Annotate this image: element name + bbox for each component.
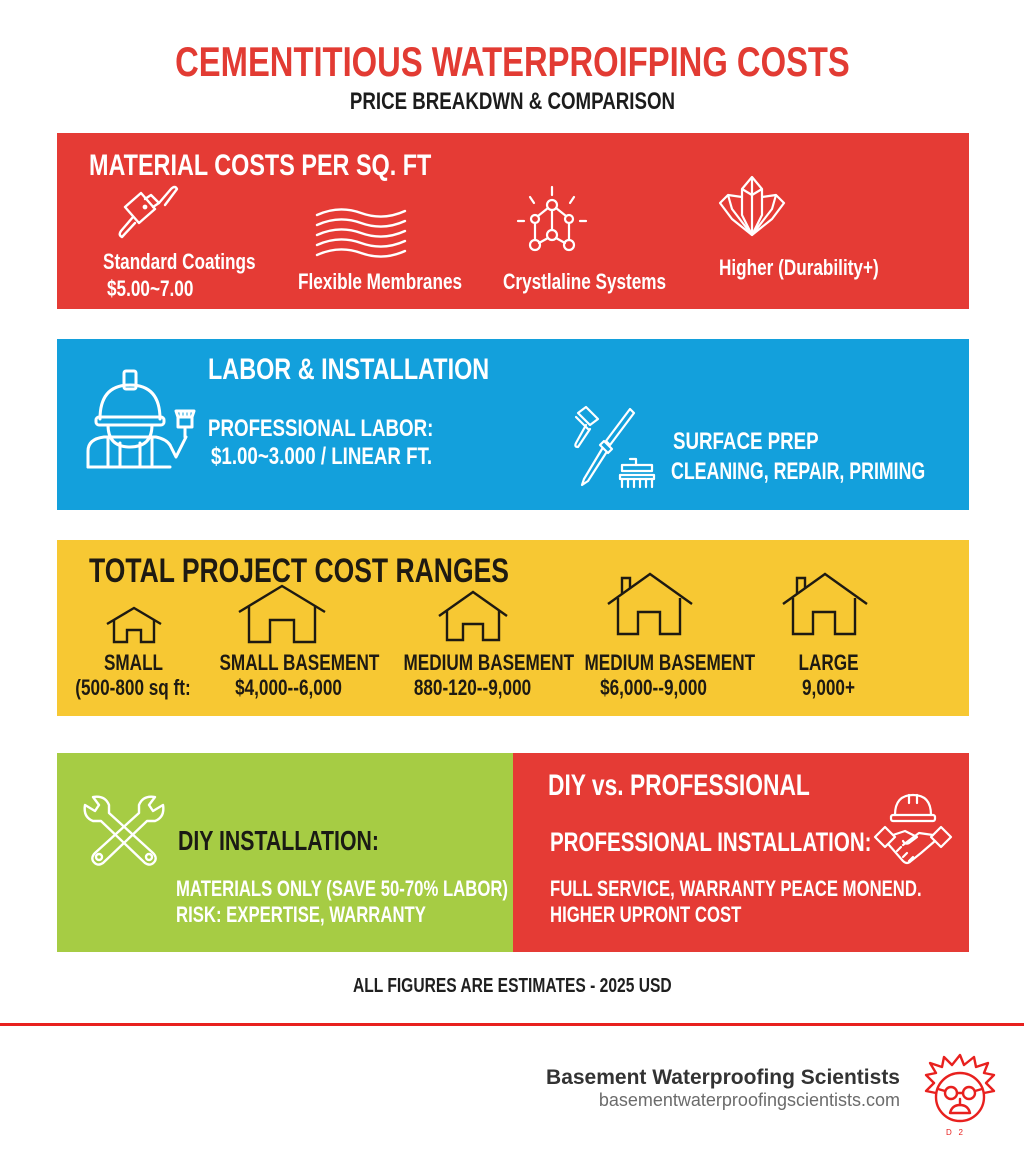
crystalline-systems-label: Crystlaline Systems <box>503 269 667 294</box>
total-item-label: MEDIUM BASEMENT <box>403 650 575 675</box>
diy-vs-professional-heading: DIY vs. PROFESSIONAL <box>548 769 810 802</box>
professional-line-2: HIGHER UPRONT COST <box>550 902 742 927</box>
house-icon <box>105 606 163 644</box>
trowel-icon <box>115 185 185 245</box>
total-item-value: $6,000--9,000 <box>600 675 707 700</box>
flexible-membranes-label: Flexible Membranes <box>298 269 463 294</box>
molecule-icon <box>512 185 592 255</box>
tools-icon <box>572 405 658 489</box>
total-item-label: MEDIUM BASEMENT <box>584 650 756 675</box>
house-icon <box>437 590 509 642</box>
total-item-value: $4,000--6,000 <box>235 675 342 700</box>
brand-url[interactable]: basementwaterproofingscientists.com <box>598 1090 900 1110</box>
surface-prep-label: SURFACE PREP <box>673 428 819 455</box>
total-item-value: (500-800 sq ft: <box>75 675 191 700</box>
handshake-hardhat-icon <box>873 789 953 875</box>
total-item-label: LARGE <box>798 650 859 675</box>
diy-installation-panel <box>57 753 513 952</box>
diy-heading: DIY INSTALLATION: <box>178 825 379 856</box>
crystal-icon <box>718 175 786 237</box>
footer-divider <box>0 1023 1024 1026</box>
wrenches-icon <box>81 793 167 869</box>
total-item-value: 880-120--9,000 <box>413 675 532 700</box>
professional-labor-label: PROFESSIONAL LABOR: <box>208 415 434 442</box>
house-icon <box>237 584 327 644</box>
page-subtitle: PRICE BREAKDWN & COMPARISON <box>349 88 675 115</box>
scientist-logo-icon <box>922 1053 998 1133</box>
surface-prep-value: CLEANING, REPAIR, PRIMING <box>671 458 926 485</box>
standard-coatings-label: Standard Coatings <box>103 249 256 274</box>
professional-labor-value: $1.00~3.000 / LINEAR FT. <box>211 443 433 470</box>
page-title: CEMENTITIOUS WATERPROIFPING COSTS <box>174 38 850 85</box>
professional-line-1: FULL SERVICE, WARRANTY PEACE MONEND. <box>550 876 922 901</box>
material-costs-panel <box>57 133 969 309</box>
house-chimney-icon <box>781 572 869 636</box>
footnote: ALL FIGURES ARE ESTIMATES - 2025 USD <box>352 975 672 997</box>
brand-name: Basement Waterproofing Scientists <box>546 1066 900 1089</box>
professional-installation-panel <box>513 753 969 952</box>
house-chimney-icon <box>606 572 694 636</box>
professional-subheading: PROFESSIONAL INSTALLATION: <box>550 827 872 857</box>
total-project-cost-panel <box>57 540 969 716</box>
total-item-label: SMALL BASEMENT <box>219 650 380 675</box>
total-item-value: 9,000+ <box>802 675 855 700</box>
labor-heading: LABOR & INSTALLATION <box>208 353 490 386</box>
waves-icon <box>315 205 409 257</box>
brand-block <box>546 1066 900 1111</box>
total-item-label: SMALL <box>103 650 164 675</box>
logo-caption: D 2 <box>946 1128 963 1137</box>
standard-coatings-value: $5.00~7.00 <box>107 276 194 301</box>
diy-line-2: RISK: EXPERTISE, WARRANTY <box>176 902 426 927</box>
labor-installation-panel <box>57 339 969 510</box>
worker-icon <box>86 367 196 472</box>
diy-line-1: MATERIALS ONLY (SAVE 50-70% LABOR) <box>176 876 508 901</box>
total-cost-heading: TOTAL PROJECT COST RANGES <box>89 552 509 590</box>
material-costs-heading: MATERIAL COSTS PER SQ. FT <box>89 149 432 182</box>
higher-durability-label: Higher (Durability+) <box>719 255 879 280</box>
